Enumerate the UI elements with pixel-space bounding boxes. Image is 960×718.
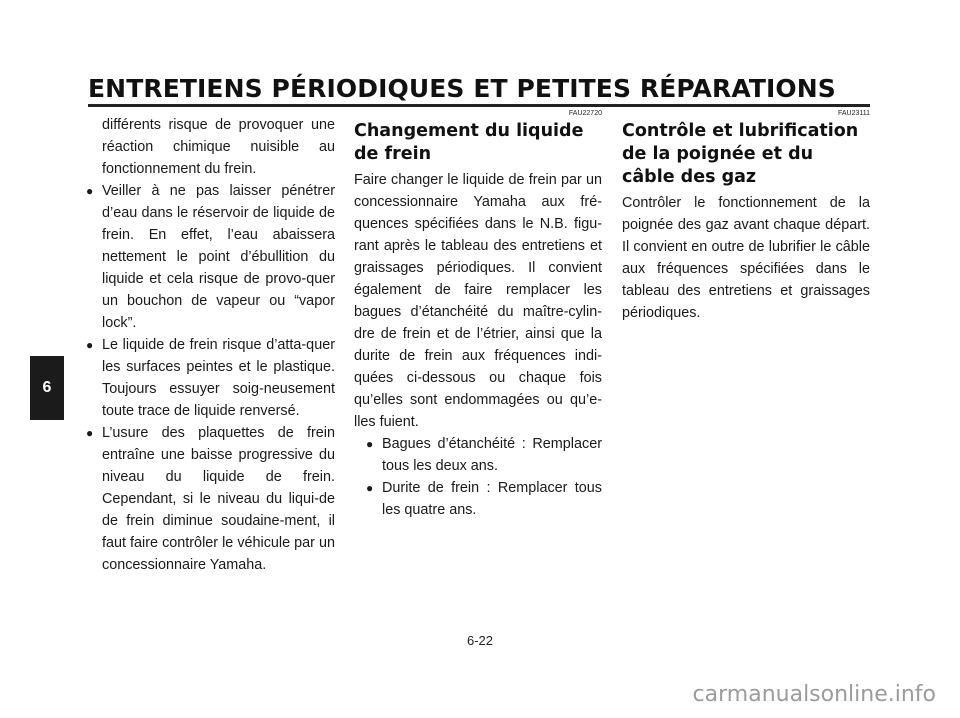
reference-code: FAU23111: [837, 110, 870, 117]
column-2: [354, 110, 602, 521]
page-header-title: ENTRETIENS PÉRIODIQUES ET PETITES RÉPARATIONS: [88, 74, 836, 103]
column-1: [88, 114, 335, 576]
section-title-throttle: Contrôle et lubrification de la poignée et du câble des gaz: [622, 121, 859, 187]
bullet-icon: ●: [366, 437, 374, 451]
warning-bullet-list: [88, 180, 335, 576]
column-3: [622, 110, 870, 324]
bullet-icon: ●: [86, 426, 94, 440]
bullet-icon: ●: [86, 338, 94, 352]
list-item: ● Durite de frein : Remplacer tous les quatre ans.: [368, 477, 602, 521]
continuation-text: différents risque de provoquer une réaction chimique nuisible au fonctionnement du frein.: [102, 117, 335, 177]
bullet-icon: ●: [86, 184, 94, 198]
bullet-icon: ●: [366, 481, 374, 495]
section-body: Contrôler le fonctionnement de la poignée des gaz avant chaque départ. Il convient en outre de lubrifier le câble aux fréquences spécifiées dans le tableau des entretiens et graissages périodiques.: [622, 195, 870, 321]
header-rule: [88, 104, 870, 107]
section-title-brake-fluid: Changement du liquide de frein: [354, 121, 584, 164]
chapter-tab: 6: [30, 356, 64, 420]
list-item: ● Bagues d’étanchéité : Remplacer tous les deux ans.: [368, 433, 602, 477]
watermark: carmanualsonline.info: [692, 682, 936, 707]
list-item: ● Veiller à ne pas laisser pénétrer d’eau dans le réservoir de liquide de frein. En effet, l’eau abaissera nettement le point d’ébullition du liquide et cela risque de provo-quer un bouchon de vapeur ou “vapor lock”.: [88, 180, 335, 334]
page-number: 6-22: [466, 633, 494, 648]
replacement-bullet-list: [368, 433, 602, 521]
list-item: ● L’usure des plaquettes de frein entraîne une baisse progressive du niveau du liquide de frein. Cependant, si le niveau du liqui-de de frein diminue soudaine-ment, il faut faire contrôler le véhicule par un concessionnaire Yamaha.: [88, 422, 335, 576]
section-body: Faire changer le liquide de frein par un concessionnaire Yamaha aux fré-quences spécifiées dans le N.B. figu-rant après le tableau des entretiens et graissages périodiques. Il convient également de faire remplacer les bagues d’étanchéité du maître-cylin-dre de frein et de l’étrier, ainsi que la durite de frein aux fréquences indi-quées ci-dessous ou chaque fois qu’elles sont endommagées ou qu’e-lles fuient.: [354, 172, 602, 430]
reference-code: FAU22720: [568, 110, 602, 117]
list-item: ● Le liquide de frein risque d’atta-quer les surfaces peintes et le plastique. Toujours essuyer soig-neusement toute trace de liquide renversé.: [88, 334, 335, 422]
